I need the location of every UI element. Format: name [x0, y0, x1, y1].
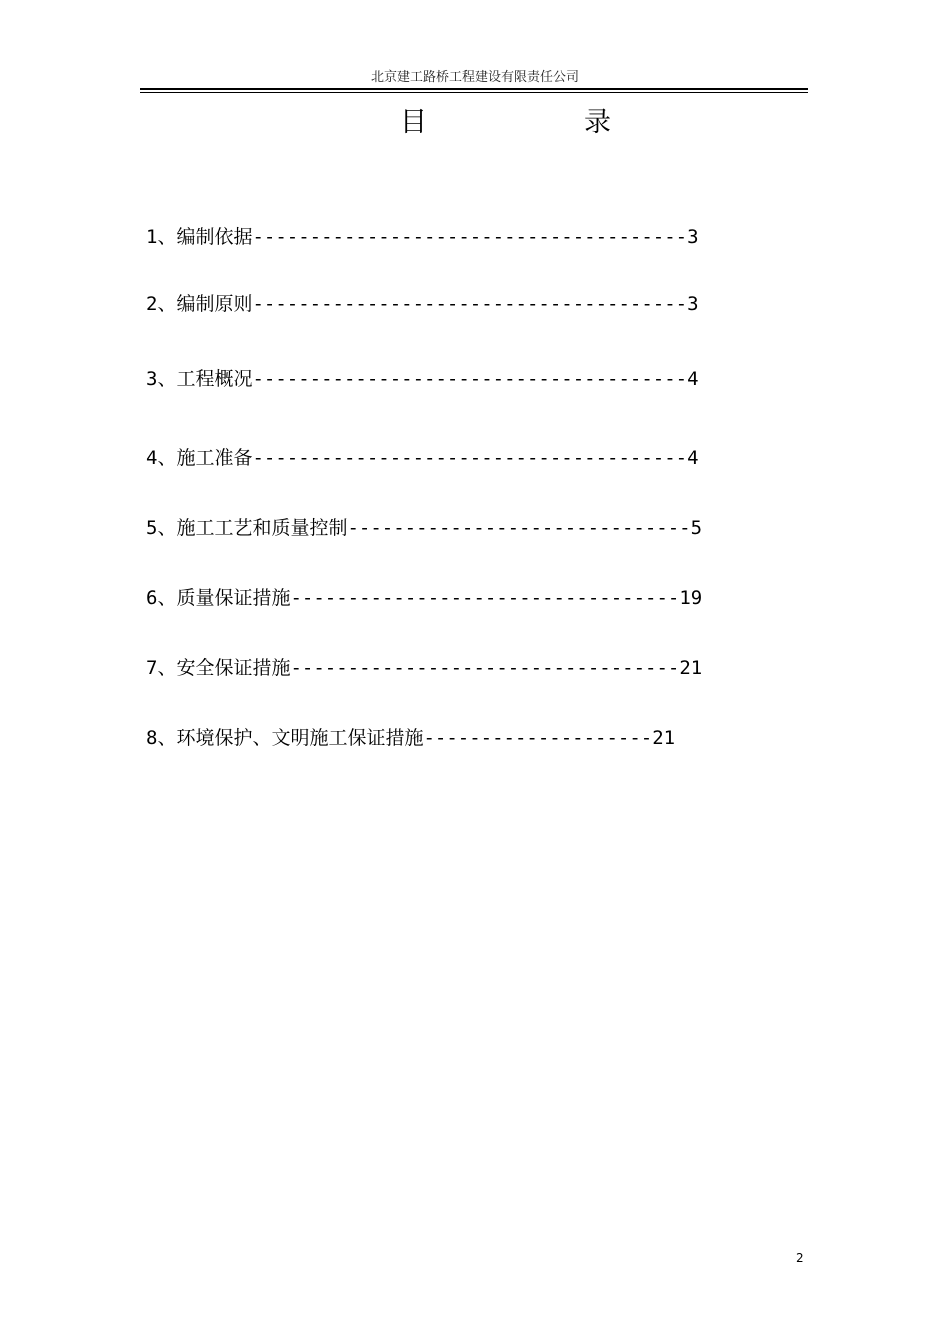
toc-entry[interactable]: 1、编制依据--------------------------------------3: [146, 226, 699, 248]
toc-entry[interactable]: 2、编制原则--------------------------------------3: [146, 293, 699, 315]
toc-title-part2: 录: [584, 107, 611, 138]
toc-entry[interactable]: 8、环境保护、文明施工保证措施--------------------21: [146, 727, 676, 749]
toc-entry[interactable]: 3、工程概况--------------------------------------4: [146, 368, 699, 390]
toc-title-part1: 目: [400, 107, 427, 138]
toc-entry[interactable]: 4、施工准备--------------------------------------4: [146, 447, 699, 469]
page-number: 2: [796, 1251, 804, 1265]
header-rule-thick: [140, 88, 808, 90]
toc-entry[interactable]: 6、质量保证措施----------------------------------19: [146, 587, 703, 609]
header-rule-thin: [140, 92, 808, 93]
header-company-name: 北京建工路桥工程建设有限责任公司: [370, 70, 579, 85]
toc-entry[interactable]: 5、施工工艺和质量控制------------------------------5: [146, 517, 703, 539]
toc-entry[interactable]: 7、安全保证措施----------------------------------21: [146, 657, 703, 679]
